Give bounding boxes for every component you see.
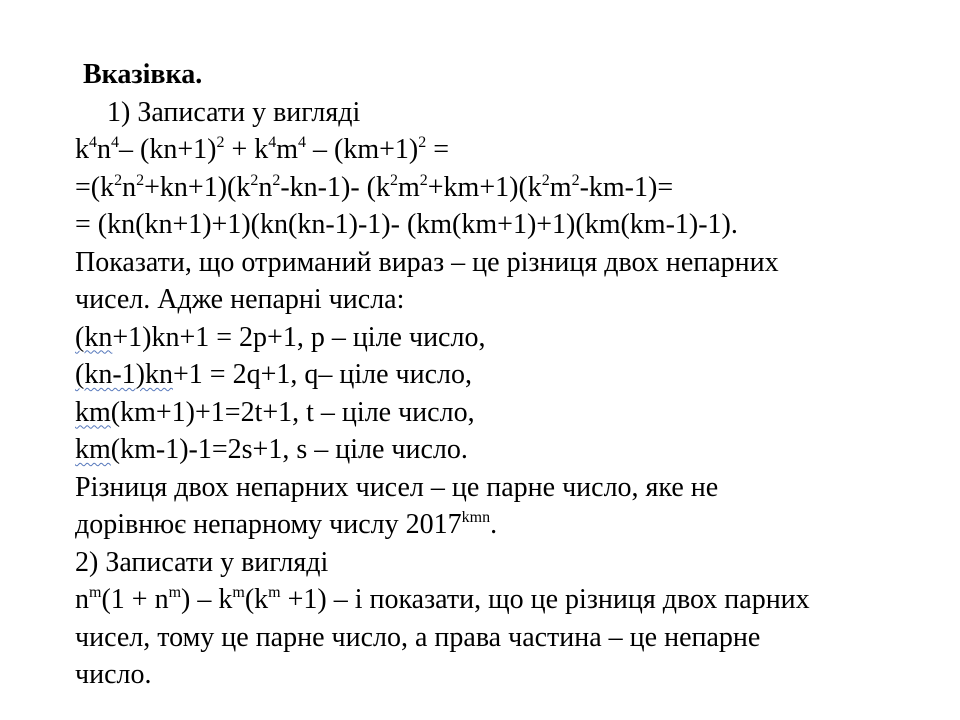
text-line-difference: Різниця двох непарних чисел – це парне число, яке не [75,471,719,503]
equation-q: (kn-1)kn+1 = 2q+1, q– ціле число, [75,359,472,390]
text-line-odd-numbers: чисел. Адже непарні числа: [75,284,405,315]
equation-p: (kn+1)kn+1 = 2p+1, p – ціле число, [75,321,486,353]
text-line-not-equal: дорівнює непарному числу $2017^{kmn}$. [75,509,498,540]
text-line-last: число. [75,659,152,690]
slide-content [75,56,945,694]
equation-s: km(km-1)-1=2s+1, s – ціле число. [75,434,468,465]
text-line-even: чисел, тому це парне число, а права частина – це непарне [75,621,761,653]
formula-line-3: = (kn(kn+1)+1)(kn(kn-1)-1)- (km(km+1)+1)(km(km-1)-1). [75,209,738,240]
formula-line-1: $k^4n^4-$ $(kn+1)^2 + k^4m^4 - (km+1)^2$ = [75,134,450,165]
formula-line-2: $=(k^2n^2+kn+1)(k^2n^2-kn-1)-$ $(k^2m^2+km+1)(k^2m^2-km-1)=$ [75,171,674,203]
text-line-show: Показати, що отриманий вираз – це різниця двох непарних [75,246,779,278]
equation-t: km(km+1)+1=2t+1, t – ціле число, [75,396,475,428]
hint-title: Вказівка. [83,59,203,90]
step2-heading: 2) Записати у вигляді [75,546,329,578]
step1-heading: 1) Записати у вигляді [107,96,361,128]
formula-line-4: $n^m(1 + n^m) - k^m(k^m +1) - і$ показати, що це різниця двох парних [75,584,810,615]
